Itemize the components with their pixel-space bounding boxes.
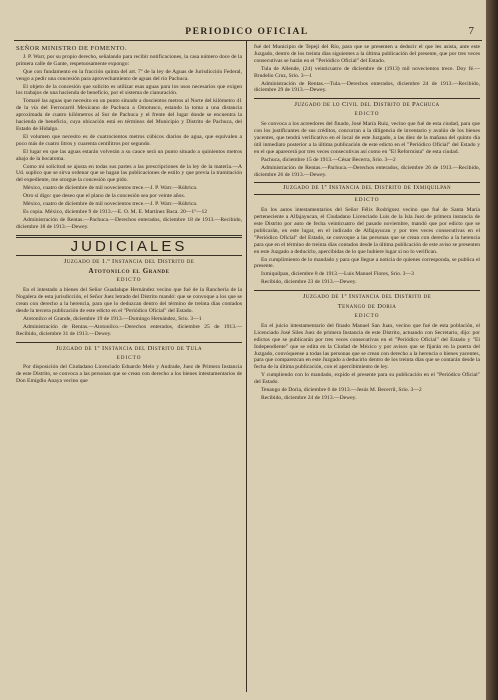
section-title-judiciales: JUDICIALES (70, 237, 188, 255)
edicto-label: EDICTO (354, 197, 380, 204)
paragraph: Otro sí digo: que deseo que el plano de la concesión sea por veinte años. (23, 193, 186, 200)
paragraph: Atotonilco el Grande, diciembre 19 de 1913.—Domingo Hernández, Srio. 3—1 (23, 315, 202, 322)
paragraph: En cumplimiento de lo mandado y para que llegue a noticia de quienes corresponda, se publica el presente. (254, 256, 480, 270)
edicto-label: EDICTO (354, 313, 380, 319)
paragraph: En los autos intestamentarios del Señor Félix Rodríguez vecino que fué de Santa María perteneciente a Alfajayucan, el Ciudadano Licenciado Luis de la Isla Juez de primera instancia de este Distrito por auto de fecha veinticuatro del pasado noviembre, mandó que por edicto que se publicarán, en este lugar, en el indicado de Alfajayucan y por tres veces consecutivas en el "Periódico Oficial" del Estado, se convoque a las personas que se crean con derecho a la herencia para que en el término de treinta días contados desde la última publicación de este aviso se presenten en este Juzgado a deducirlo, apercibidas de lo que hubiere lugar si no lo verifican. (254, 207, 480, 255)
notice-rule (254, 98, 480, 99)
paragraph: Por disposición del Ciudadano Licenciado Eduardo Melo y Andrade, Juez de Primera Instancia de este Distrito, se convoca a las personas que se crean con derecho a los bienes intestamentarios de Don Emigdio Anaya vecino que (16, 364, 242, 385)
paragraph: fué del Municipio de Tepeji del Río, para que se presenten a deducir el que les asista, ante este Juzgado, dentro de los treinta días siguientes a la última publicación del presente, que por tres veces consecutivas se harán en el "Periódico Oficial" del Estado. (254, 44, 480, 64)
court-heading: Juzgado de 1ª Instancia del Distrito de Ixmiquilpan (282, 184, 452, 192)
paragraph: En el intestado a bienes del Señor Guadalupe Hernández vecino que fué de la Ranchería de la Nogalera de esta jurisdicción, el Señor Juez letrado del Distrito mandó: que se convoque a los que se crean con derecho a la herencia, para que lo deduzcan dentro del término de treinta días contados desde la tercera publicación de este edicto en el "Periódico Oficial" del Estado. (16, 287, 242, 314)
petition-heading: SEÑOR MINISTRO DE FOMENTO. (16, 45, 128, 52)
paragraph: Como mi solicitud se ajusta en todas sus partes a las prescripciones de la ley de la materia.—A Ud. suplico que se sirva ordenar que se hagan las publicaciones de estilo y que previa la tramitación del expediente, me otorgue la concesión que pido. (16, 163, 242, 184)
paragraph: El lugar en que las aguas estarán volverán a su cauce será un punto situado a quinientos metros abajo de la bocatoma. (16, 148, 242, 162)
paragraph: Tula de Allende, (24) veinticuatro de diciembre de (1913) mil novecientos trece. Doy fé.—Brudelio Cruz, Srio. 3—1 (254, 65, 480, 79)
paragraph: Administración de Rentas.—Atotonilco.—Derechos enterados, diciembre 25 de 1913.—Recibido, diciembre 31 de 1913.—Dewey. (16, 323, 242, 337)
paragraph: Administración de Rentas.—Tula.—Derechos enterados, diciembre 24 de 1913.—Recibido, diciembre 29 de 1913.—Dewey. (254, 80, 480, 94)
newspaper-title: PERIODICO OFICIAL (185, 27, 309, 37)
notice-rule (254, 290, 480, 291)
section-rule (16, 255, 242, 256)
page-header (14, 22, 480, 40)
paragraph: México, cuatro de diciembre de mil novecientos trece.—J. P. Warr.—Rúbrica. (23, 201, 198, 208)
edicto-label: EDICTO (354, 111, 380, 118)
paragraph: Recibido, diciembre 24 de 1913.—Dewey. (261, 394, 357, 401)
left-column (16, 44, 242, 692)
page-number: 7 (468, 25, 474, 37)
notice-rule (16, 342, 242, 343)
paragraph: Administración de Rentas.—Pachuca.—Derechos enterados, diciembre 26 de 1913.—Recibido, diciembre 26 de 1913.—Dewey. (254, 164, 480, 178)
paragraph: Recibido, diciembre 23 de 1913.—Dewey. (261, 279, 357, 286)
paragraph: El volumen que necesito es de cuatrocientos metros cúbicos diarios de agua, que equivalen a poco más de cuatro litros y cuarenta centilitros por segundo. (16, 133, 242, 147)
paragraph: Es copia. México, diciembre 9 de 1913.—E. O. M. E. Martínez Baca. 20—1º—12 (23, 208, 208, 215)
book-spine (486, 0, 498, 700)
paragraph: El objeto de la concesión que solicito es utilizar esas aguas para los usos necesarios que exigen los trabajos de una hacienda de beneficio, por el sistema de cianuración. (16, 83, 242, 97)
paragraph: Que con fundamento en la fracción quinta del art. 7º de la ley de Aguas de Jurisdicción Federal, vengo a pedir una concesión para aprovechamiento de aguas del río Pachuca. (16, 68, 242, 82)
paragraph: Pachuca, diciembre 15 de 1913.—César Becerra, Srio. 3—2 (261, 156, 396, 163)
court-district: Atotonilco el Grande (88, 267, 170, 276)
header-rule (14, 40, 482, 41)
paragraph: Ixmiquilpan, diciembre 8 de 1913.—Luis Manuel Flores, Srio. 3—3 (261, 271, 414, 278)
paragraph: Administración de Rentas.—Pachuca.—Derechos enterados, diciembre 18 de 1913.—Recibido, diciembre 18 de 1913.—Dewey. (16, 216, 242, 230)
paragraph: J. P. Warr, por su propio derecho, señalando para recibir notificaciones, la casa número doce de la primera calle de Gante, respetuosamente expongo: (16, 53, 242, 67)
paragraph: En el juicio intestamentario del finado Manuel San Juan, vecino que fué de esta población, el Licenciado José Siles Juez de primera Instancia de este Distrito, actuando con Secretario, dijo: por edictos que se publicarán por tres veces consecutivas en el "Periódico Oficial" del Estado y "El Independiente" que se edita en la Ciudad de México y por avisos que se fijarán en la puerta del Juzgado, convóquense a todas las personas que se crean con derecho a la herencia o bienes yacentes, para que comparezcan en este Juzgado a deducirlo dentro de los treinta días que se contarán desde la fecha de la última publicación, con el apercibimiento de ley. (254, 322, 480, 371)
right-column (254, 44, 480, 692)
court-heading: Juzgado de 1ª Instancia del Distrito de Tula (55, 344, 203, 352)
paragraph: Y cumpliendo con lo mandado, expido el presente para su publicación en el "Periódico Oficial" del Estado. (254, 372, 480, 386)
paragraph: Tenango de Doria, diciembre 6 de 1913.—Jesús M. Becerril, Srio. 3—2 (261, 387, 422, 394)
column-divider (246, 40, 247, 692)
edicto-label: EDICTO (116, 277, 142, 284)
court-heading: Juzgado de 1ª Instancia del Distrito de (302, 293, 432, 301)
paragraph: Se convoca a los acreedores del finado, José María Ruiz, vecino que fué de esta ciudad, para que con los justificantes de sus créditos, concurran a la diligencia de inventario y avalúo de los bienes yacentes, que tendrá verificativo en el local de este Juzgado, a las diez de la mañana del quinto día útil inmediato posterior a la última publicación de este edicto en el "Periódico Oficial" del Estado y en el que aparecerá por tres veces consecutivas así como en "El Reformista" de esta ciudad. (254, 121, 480, 155)
paragraph: Tomaré las aguas que necesito en un punto situado a doscientos metros al Norte del kilómetro 41 de la vía del Ferrocarril Mexicano de Pachuca a Omotusco, estando la toma a una distancia aproximada de cuatro kilómetros al Sur de Pachuca y el frente del lugar donde se encuentra la hacienda de beneficio, cuya ubicación está en términos del Municipio y Distrito de Pachuca, del Estado de Hidalgo. (16, 98, 242, 132)
court-district: Tenango de Doria (337, 303, 397, 311)
court-heading: Juzgado de lo Civil del Distrito de Pachuca (294, 101, 440, 109)
edicto-label: EDICTO (116, 354, 142, 361)
paragraph: México, cuatro de diciembre de mil novecientos trece.—J. P. Warr.—Rúbrica. (23, 185, 198, 192)
court-heading: Juzgado de 1.º Instancia del Distrito de (63, 257, 195, 265)
court-heading-box (254, 182, 480, 195)
